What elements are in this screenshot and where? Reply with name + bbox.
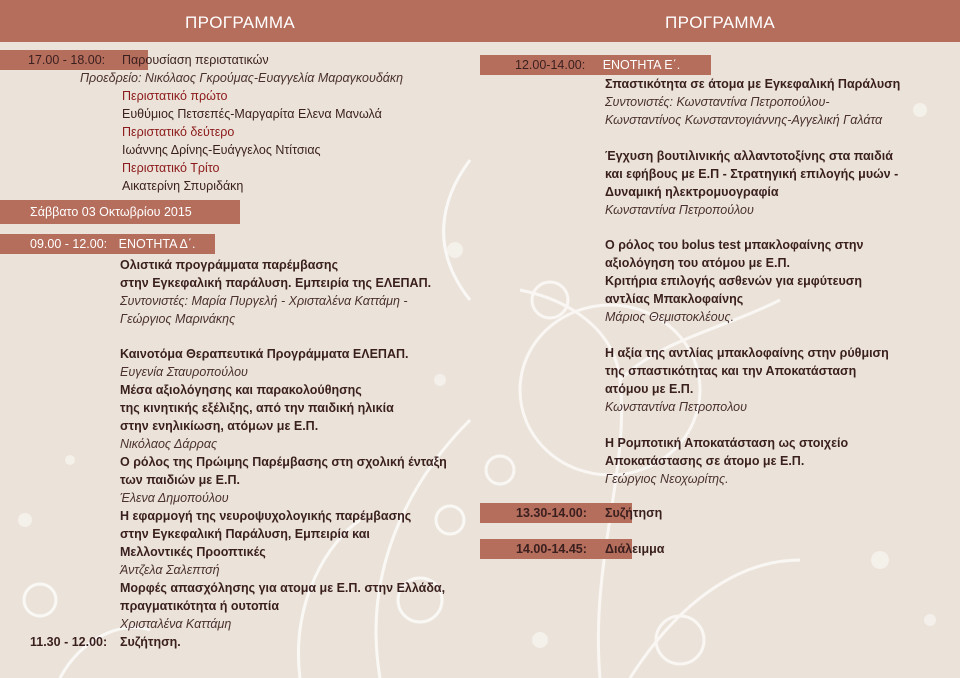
talk-title: Κριτήρια επιλογής ασθενών για εμφύτευση <box>605 274 862 288</box>
session-title: ΕΝΟΤΗΤΑ Δ΄. <box>118 237 196 251</box>
session-time-bar <box>480 55 711 75</box>
session-time: 14.00-14.45: <box>516 542 587 556</box>
page-header: ΠΡΟΓΡΑΜΜΑ <box>0 0 480 42</box>
talk-title: Η Ρομποτική Αποκατάσταση ως στοιχείο <box>605 436 849 450</box>
talk-title: αντλίας Μπακλοφαίνης <box>605 292 744 306</box>
section-topic: Σπαστικότητα σε άτομα με Εγκεφαλική Παράλυση <box>605 77 901 91</box>
section-coordinators: Κωνσταντίνος Κωνσταντογιάννης-Αγγελική Γαλάτα <box>605 113 883 127</box>
talk-title: Ο ρόλος του bolus test μπακλοφαίνης στην <box>605 238 864 252</box>
section-topic: Ολιστικά προγράμματα παρέμβασης <box>120 258 339 272</box>
session-title: Διάλειμμα <box>605 542 665 556</box>
case-label-2: Περιστατικό δεύτερο <box>122 125 235 139</box>
section-coordinators: Συντονιστές: Κωνσταντίνα Πετροπούλου- <box>605 95 830 109</box>
case-names-1: Ευθύμιος Πετσεπές-Μαργαρίτα Ελενα Μανωλά <box>122 107 382 121</box>
session-title: Παρουσίαση περιστατικών <box>122 53 269 67</box>
talk-title: Αποκατάστασης σε άτομο με Ε.Π. <box>605 454 805 468</box>
talk-speaker: Άντζελα Σαλεπτσή <box>120 563 220 577</box>
page-header: ΠΡΟΓΡΑΜΜΑ <box>480 0 960 42</box>
talk-title: Έγχυση βουτιλινικής αλλαντοτοξίνης στα παιδιά <box>605 149 893 163</box>
session-chairs: Προεδρείο: Νικόλαος Γκρούμας-Ευαγγελία Μαραγκουδάκη <box>80 71 404 85</box>
session-time: 17.00 - 18.00: <box>28 53 106 67</box>
talk-title: Μορφές απασχόλησης για ατομα με Ε.Π. στην Ελλάδα, <box>120 581 446 595</box>
date-bar: Σάββατο 03 Οκτωβρίου 2015 <box>0 200 240 224</box>
talk-title: Η αξία της αντλίας μπακλοφαίνης στην ρύθμιση <box>605 346 889 360</box>
talk-speaker: Έλενα Δημοπούλου <box>120 491 229 505</box>
session-time-bar <box>0 234 215 254</box>
session-time: 09.00 - 12.00: <box>30 237 108 251</box>
talk-speaker: Νικόλαος Δάρρας <box>120 437 218 451</box>
talk-title: ατόμου με Ε.Π. <box>605 382 694 396</box>
talk-title: Μελλοντικές Προοπτικές <box>120 545 266 559</box>
talk-speaker: Γεώργιος Νεοχωρίτης. <box>605 472 729 486</box>
right-page <box>480 0 960 678</box>
section-topic: στην Εγκεφαλική παράλυση. Εμπειρία της ΕΛΕΠΑΠ. <box>120 276 432 290</box>
talk-title: Ο ρόλος της Πρώιμης Παρέμβασης στη σχολική ένταξη <box>120 455 447 469</box>
talk-speaker: Ευγενία Σταυροπούλου <box>120 365 248 379</box>
talk-title: Η εφαρμογή της νευροψυχολογικής παρέμβασης <box>120 509 412 523</box>
talk-title: και εφήβους με Ε.Π - Στρατηγική επιλογής μυών - <box>605 167 899 181</box>
talk-title: αξιολόγηση του ατόμου με Ε.Π. <box>605 256 790 270</box>
session-time: 13.30-14.00: <box>516 506 587 520</box>
talk-speaker: Μάριος Θεμιστοκλέους. <box>605 310 735 324</box>
talk-title: Καινοτόμα Θεραπευτικά Προγράμματα ΕΛΕΠΑΠ. <box>120 347 409 361</box>
section-coordinators: Συντονιστές: Μαρία Πυργελή - Χρισταλένα Καττάμη - <box>120 294 408 308</box>
talk-title: της σπαστικότητας και την Αποκατάσταση <box>605 364 857 378</box>
case-names-3: Αικατερίνη Σπυριδάκη <box>122 179 244 193</box>
session-time: 12.00-14.00: <box>515 58 586 72</box>
session-title: ΕΝΟΤΗΤΑ Ε΄. <box>602 58 681 72</box>
talk-speaker: Κωνσταντίνα Πετροπούλου <box>605 203 754 217</box>
case-names-2: Ιωάννης Δρίνης-Ευάγγελος Ντίτσιας <box>122 143 321 157</box>
session-title: Συζήτηση <box>605 506 663 520</box>
talk-speaker: Χρισταλένα Καττάμη <box>120 617 232 631</box>
talk-title: της κινητικής εξέλιξης, από την παιδική ηλικία <box>120 401 394 415</box>
talk-title: Δυναμική ηλεκτρομυογραφία <box>605 185 779 199</box>
talk-title: πραγματικότητα ή ουτοπία <box>120 599 280 613</box>
talk-title: στην ενηλικίωση, ατόμων με Ε.Π. <box>120 419 319 433</box>
case-label-3: Περιστατικό Τρίτο <box>122 161 220 175</box>
talk-title: των παιδιών με Ε.Π. <box>120 473 240 487</box>
talk-speaker: Κωνσταντίνα Πετροπολου <box>605 400 747 414</box>
session-time: 11.30 - 12.00: <box>30 635 108 649</box>
talk-title: στην Εγκεφαλική Παράλυση, Εμπειρία και <box>120 527 370 541</box>
session-title: Συζήτηση. <box>120 635 181 649</box>
talk-title: Μέσα αξιολόγησης και παρακολούθησης <box>120 383 362 397</box>
case-label-1: Περιστατικό πρώτο <box>122 89 228 103</box>
section-coordinators: Γεώργιος Μαρινάκης <box>120 312 236 326</box>
